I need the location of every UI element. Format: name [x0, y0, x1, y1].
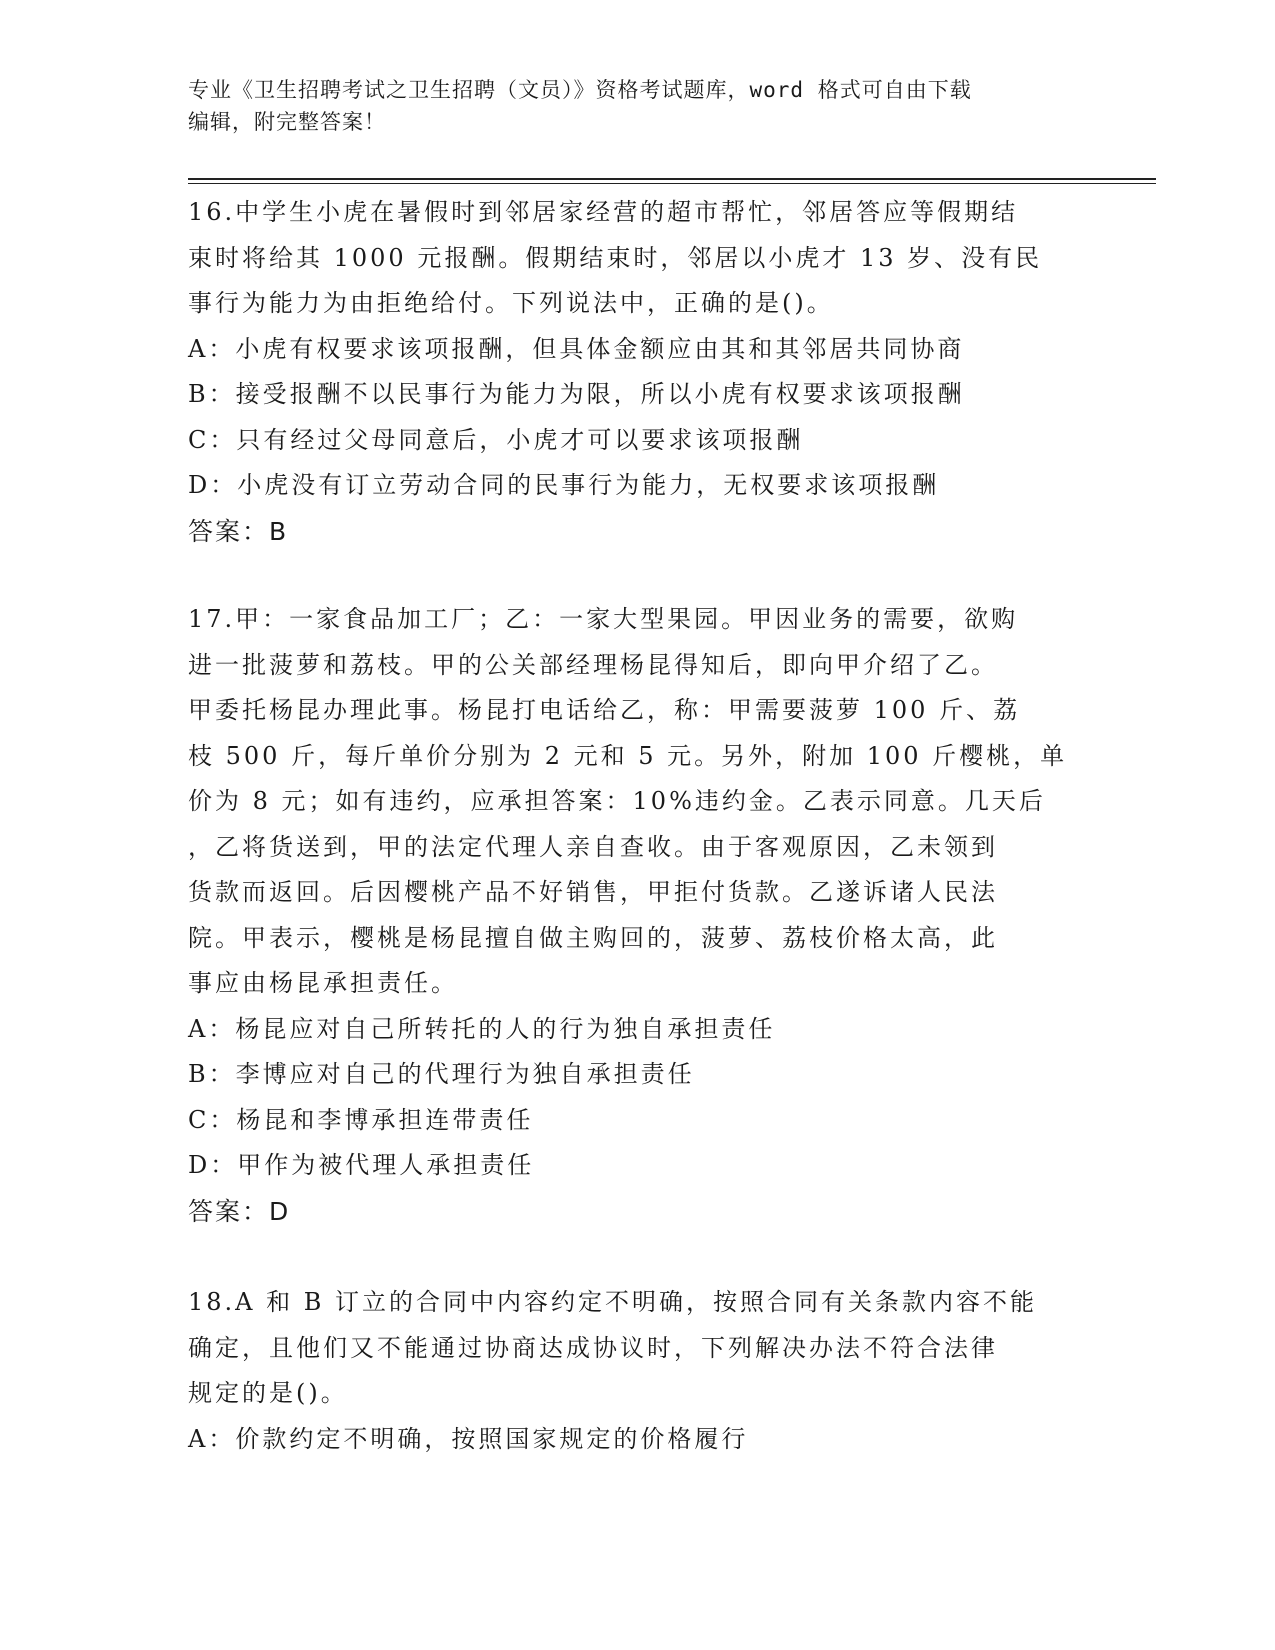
header-divider-thick	[188, 178, 1156, 180]
question-stem-line: ，乙将货送到，甲的法定代理人亲自查收。由于客观原因，乙未领到	[188, 832, 998, 861]
question-stem-line: 规定的是()。	[188, 1379, 348, 1407]
question-stem-line: 进一批菠萝和荔枝。甲的公关部经理杨昆得知后，即向甲介绍了乙。	[188, 650, 998, 679]
question-stem-line: 17.甲：一家食品加工厂；乙：一家大型果园。甲因业务的需要，欲购	[188, 605, 1019, 633]
option-a: A：小虎有权要求该项报酬，但具体金额应由其和其邻居共同协商	[188, 334, 965, 363]
document-header	[188, 74, 1068, 138]
question-stem-line: 价为 8 元；如有违约，应承担答案：10%违约金。乙表示同意。几天后	[188, 787, 1046, 815]
question-17	[188, 597, 1088, 1234]
question-stem-line: 束时将给其 1000 元报酬。假期结束时，邻居以小虎才 13 岁、没有民	[188, 243, 1043, 272]
question-16	[188, 190, 1088, 554]
answer: 答案：D	[188, 1196, 291, 1226]
question-stem-line: 货款而返回。后因樱桃产品不好销售，甲拒付货款。乙遂诉诸人民法	[188, 878, 998, 906]
answer: 答案：B	[188, 516, 289, 546]
question-stem-line: 16.中学生小虎在暑假时到邻居家经营的超市帮忙，邻居答应等假期结	[188, 198, 1019, 226]
question-stem-line: 枝 500 斤，每斤单价分别为 2 元和 5 元。另外，附加 100 斤樱桃，单	[188, 741, 1068, 770]
question-18	[188, 1280, 1088, 1462]
question-stem-line: 甲委托杨昆办理此事。杨昆打电话给乙，称：甲需要菠萝 100 斤、荔	[188, 696, 1021, 724]
question-stem-line: 18.A 和 B 订立的合同中内容约定不明确，按照合同有关条款内容不能	[188, 1288, 1038, 1316]
option-d: D：小虎没有订立劳动合同的民事行为能力，无权要求该项报酬	[188, 471, 940, 499]
question-stem-line: 事应由杨昆承担责任。	[188, 969, 458, 997]
option-c: C：只有经过父母同意后，小虎才可以要求该项报酬	[188, 425, 804, 454]
header-line-1: 专业《卫生招聘考试之卫生招聘（文员）》资格考试题库，word 格式可自由下载	[188, 78, 972, 102]
header-line-2: 编辑，附完整答案！	[188, 110, 386, 134]
header-divider-thin	[188, 183, 1156, 184]
question-stem-line: 院。甲表示，樱桃是杨昆擅自做主购回的，菠萝、荔枝价格太高，此	[188, 923, 998, 952]
option-a: A：杨昆应对自己所转托的人的行为独自承担责任	[188, 1014, 776, 1043]
option-a: A：价款约定不明确，按照国家规定的价格履行	[188, 1424, 749, 1453]
option-d: D：甲作为被代理人承担责任	[188, 1151, 535, 1179]
question-stem-line: 事行为能力为由拒绝给付。下列说法中，正确的是()。	[188, 289, 834, 317]
option-c: C：杨昆和李博承担连带责任	[188, 1105, 534, 1134]
option-b: B：接受报酬不以民事行为能力为限，所以小虎有权要求该项报酬	[188, 380, 965, 408]
question-stem-line: 确定，且他们又不能通过协商达成协议时，下列解决办法不符合法律	[188, 1333, 998, 1362]
option-b: B：李博应对自己的代理行为独自承担责任	[188, 1060, 695, 1088]
